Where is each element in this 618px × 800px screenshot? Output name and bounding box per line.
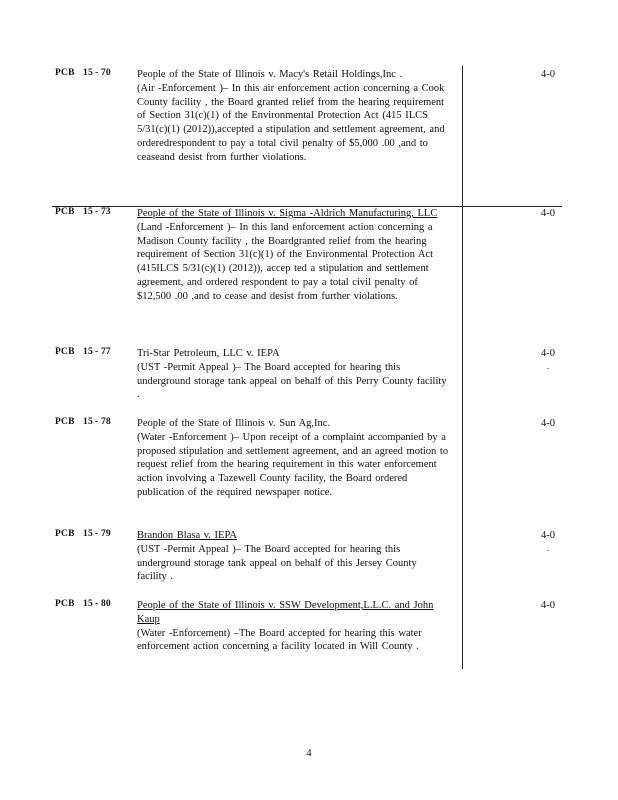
case-caption: People of the State of Illinois v. Macy's Retail Holdings,Inc . xyxy=(137,69,403,80)
entry-description xyxy=(137,529,449,584)
vote-tally: 4-0 xyxy=(541,600,555,611)
case-summary: (Land -Enforcement )– In this land enforcement action concerning a Madison County facility , the Boardgranted relief from the hearing requirement of Section 31(c)(1) of the Environmental Protection Act (415ILCS 5/31(c)(1) (2012)), accep ted a stipulation and settlement agreement, and ordered respondent to pay a total civil penalty of $12,500 .00 ,and to cease and desist from further violations. xyxy=(137,221,434,302)
case-summary: (Water -Enforcement) –The Board accepted for hearing this water enforcement action concerning a facility located in Will County . xyxy=(137,627,422,653)
case-caption: People of the State of Illinois v. Sigma -Aldrich Manufacturing, LLC xyxy=(137,208,438,219)
vote-tally: 4-0 xyxy=(541,208,555,219)
case-summary: (Air -Enforcement )– In this air enforcement action concerning a Cook County facility , the Board granted relief from the hearing requirement of Section 31(c)(1) of the Environmental Protection Act (415 ILCS 5/31(c)(1) (2012)),accepted a stipulation and settlement agreement, and orderedrespondent to pay a total civil penalty of $5,000 .00 ,and to ceaseand desist from further violations. xyxy=(137,82,445,163)
case-summary: (UST -Permit Appeal )– The Board accepted for hearing this underground storage tank appeal on behalf of this Perry County facility . xyxy=(137,361,447,401)
vote-tally: 4-0 . xyxy=(541,348,555,371)
case-caption: Brandon Blasa v. IEPA xyxy=(137,530,237,541)
entry-description xyxy=(137,207,449,304)
docket-number: PCB 15 - 70 xyxy=(55,68,111,78)
column-divider xyxy=(462,66,463,669)
vote-tally: 4-0 xyxy=(541,418,555,429)
case-caption: People of the State of Illinois v. SSW Development,L.L.C. and John Kaup xyxy=(137,600,434,625)
vote-mark: . xyxy=(546,360,550,371)
case-summary: (UST -Permit Appeal )– The Board accepted for hearing this underground storage tank appeal on behalf of this Jersey County facility . xyxy=(137,543,417,583)
case-caption: People of the State of Illinois v. Sun Ag,Inc. xyxy=(137,418,331,429)
entry-description xyxy=(137,68,449,165)
case-summary: (Water -Enforcement )– Upon receipt of a complaint accompanied by a proposed stipulation and settlement agreement, and an agreed motion to request relief from the hearing requirement in this water enforcement action involving a Tazewell County facility, the Board ordered publication of the required newspaper notice. xyxy=(137,431,449,498)
entry-description xyxy=(137,417,449,500)
entry-description xyxy=(137,347,449,402)
vote-mark: . xyxy=(546,542,550,553)
case-caption: Tri-Star Petroleum, LLC v. IEPA xyxy=(137,348,280,359)
page-number: 4 xyxy=(306,748,312,759)
docket-number: PCB 15 - 73 xyxy=(55,207,111,217)
vote-tally: 4-0 xyxy=(541,69,555,80)
entry-description xyxy=(137,599,449,654)
docket-number: PCB 15 - 78 xyxy=(55,417,111,427)
docket-number: PCB 15 - 80 xyxy=(55,599,111,609)
docket-number: PCB 15 - 79 xyxy=(55,529,111,539)
docket-number: PCB 15 - 77 xyxy=(55,347,111,357)
vote-tally: 4-0 . xyxy=(541,530,555,553)
